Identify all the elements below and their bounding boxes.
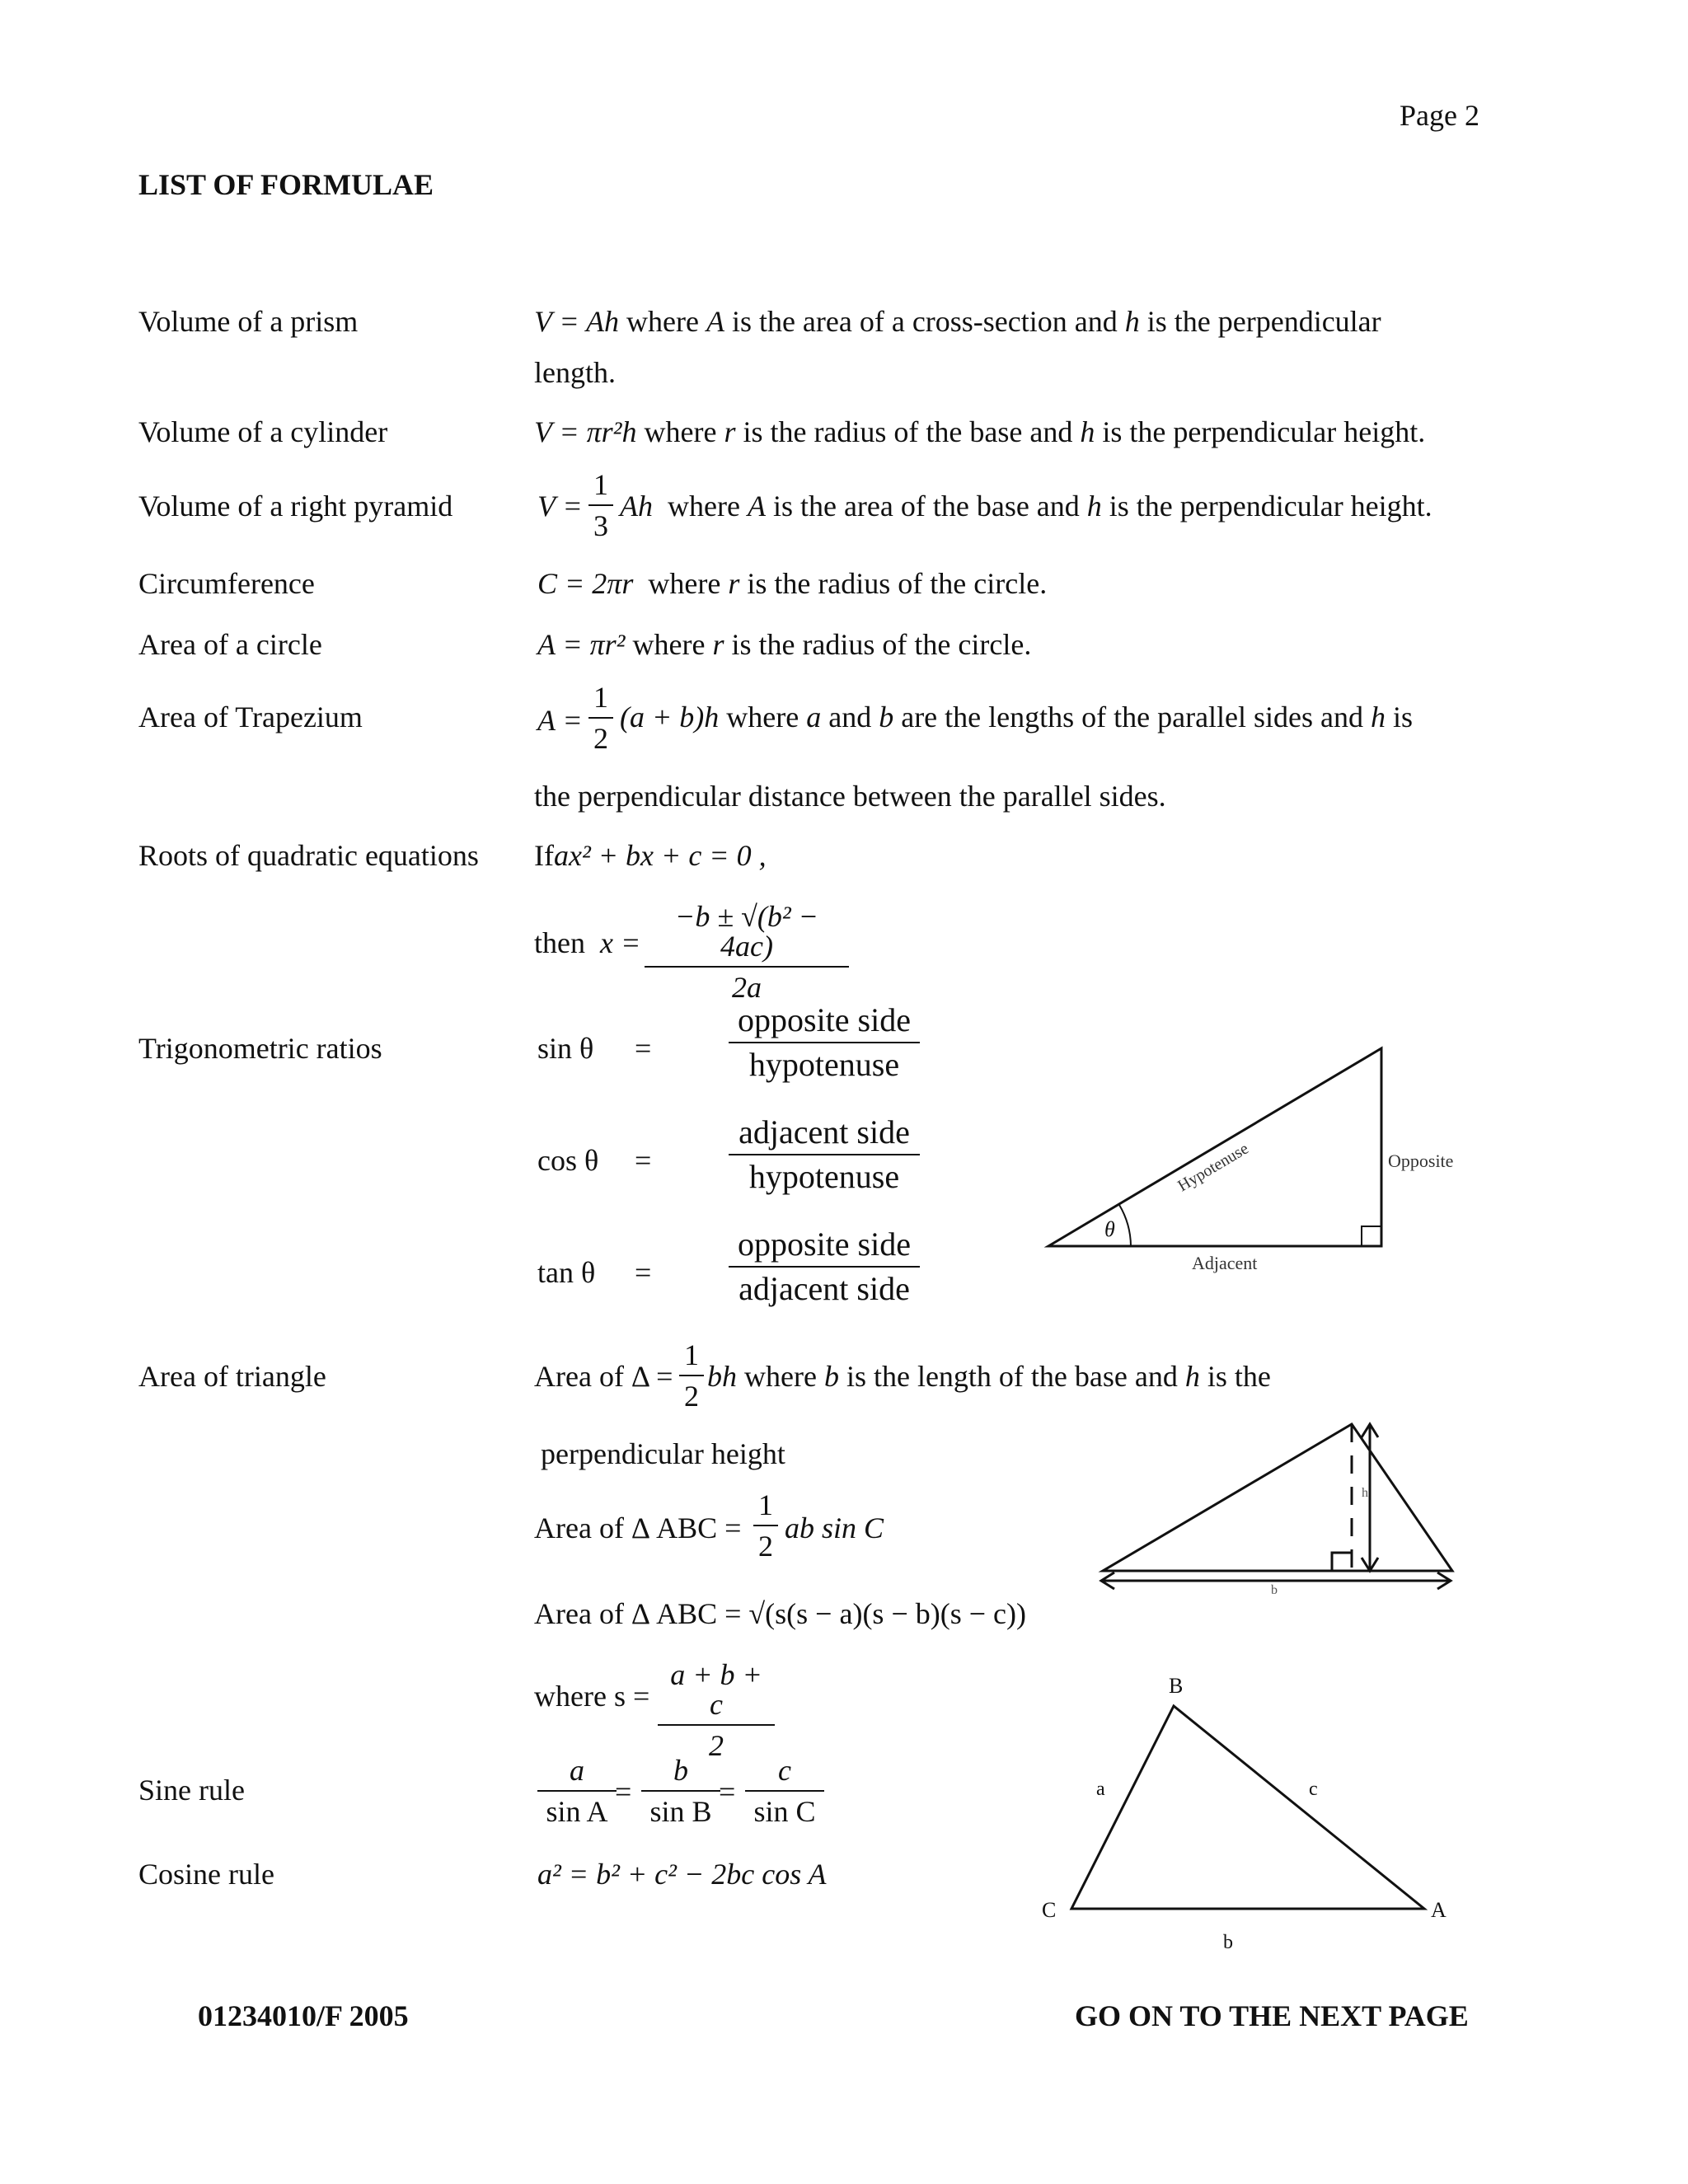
footer-next-page: GO ON TO THE NEXT PAGE: [1075, 1999, 1469, 2032]
opposite-label: Opposite: [1388, 1151, 1454, 1171]
pyramid-lhs: V =: [537, 490, 583, 523]
triangle-where-s: where s =: [534, 1680, 650, 1713]
quadratic-then-line: [534, 928, 640, 958]
trig-tan-eq: =: [635, 1256, 652, 1289]
obtuse-triangle-outline: [1103, 1424, 1452, 1571]
right-triangle-outline: [1048, 1048, 1381, 1246]
circle-area-var1: r: [712, 628, 724, 661]
triangle-s-fraction: [658, 1660, 775, 1760]
trapezium-numerator: 1: [593, 681, 608, 714]
circle-area-text1: where: [632, 628, 706, 661]
trig-cos-denominator: hypotenuse: [748, 1158, 900, 1195]
pyramid-text1: where: [668, 490, 740, 523]
quadratic-if-line: [534, 841, 767, 870]
pyramid-denominator: 3: [593, 509, 608, 542]
sine-rule-fraction-a: [537, 1755, 617, 1826]
side-a-label: a: [1096, 1779, 1105, 1800]
trig-sin-numerator: opposite side: [738, 1001, 911, 1038]
sine-rule-den-b: sin B: [649, 1795, 712, 1828]
triangle-heron: Area of Δ ABC = √(s(s − a)(s − b)(s − c)): [534, 1597, 1026, 1630]
cylinder-formula: V = πr²h: [534, 415, 637, 448]
trig-sin-eq: =: [635, 1032, 652, 1065]
trig-sin-fraction: [729, 1001, 920, 1083]
trapezium-rhs: (a + b)h: [620, 701, 720, 733]
side-c-label: c: [1309, 1779, 1318, 1800]
trapezium-text-line: [620, 702, 1413, 732]
pyramid-text3: is the perpendicular height.: [1109, 490, 1432, 523]
height-arrow-top: [1362, 1424, 1378, 1437]
triangle-fraction2: [753, 1490, 778, 1561]
sine-rule-eq1: =: [615, 1775, 632, 1808]
base-arrow-right: [1437, 1572, 1451, 1589]
cylinder-text1: where: [644, 415, 717, 448]
pyramid-var2: h: [1086, 490, 1102, 523]
circumference-label: Circumference: [138, 567, 315, 600]
triangle-text3: is the: [1207, 1360, 1271, 1393]
sine-rule-fraction-c: [745, 1755, 824, 1826]
prism-text3: is the perpendicular: [1146, 305, 1381, 338]
triangle-text2: is the length of the base and: [846, 1360, 1178, 1393]
trig-sin-denominator: hypotenuse: [748, 1046, 900, 1083]
quadratic-equation: ax² + bx + c = 0 ,: [553, 839, 767, 872]
triangle-numerator2: 1: [758, 1488, 773, 1521]
vertex-c-label: C: [1042, 1898, 1057, 1922]
quadratic-if: If: [534, 839, 554, 872]
cylinder-text3: is the perpendicular height.: [1102, 415, 1426, 448]
circumference-text1: where: [648, 567, 721, 600]
prism-formula-line: [534, 307, 1381, 336]
trig-label: Trigonometric ratios: [138, 1032, 382, 1065]
pyramid-text2: is the area of the base and: [772, 490, 1080, 523]
theta-label: θ: [1104, 1217, 1115, 1241]
circumference-text2: is the radius of the circle.: [747, 567, 1048, 600]
quadratic-label: Roots of quadratic equations: [138, 839, 479, 872]
quadratic-lhs: x =: [599, 926, 641, 959]
abc-triangle-outline: [1071, 1706, 1424, 1909]
circle-area-label: Area of a circle: [138, 628, 322, 661]
trapezium-text1: where: [726, 701, 799, 733]
trig-cos-numerator: adjacent side: [738, 1113, 910, 1151]
trig-cos-eq: =: [635, 1144, 652, 1177]
height-label: h: [1362, 1486, 1368, 1500]
pyramid-var1: A: [747, 490, 766, 523]
circle-area-formula: A = πr²: [537, 628, 626, 661]
page-number: Page 2: [1400, 99, 1479, 132]
trapezium-denominator: 2: [593, 722, 608, 755]
footer-code: 01234010/F 2005: [198, 1999, 409, 2032]
base-label: b: [1271, 1583, 1278, 1597]
triangle-text1: where: [744, 1360, 817, 1393]
sine-rule-num-c: c: [778, 1754, 791, 1787]
trapezium-var1: a: [806, 701, 822, 733]
circumference-var1: r: [728, 567, 740, 600]
prism-text2: is the area of a cross-section and: [731, 305, 1118, 338]
sine-rule-den-a: sin A: [546, 1795, 608, 1828]
sine-rule-fraction-b: [641, 1755, 720, 1826]
vertex-a-label: A: [1431, 1898, 1447, 1922]
prism-var1: A: [706, 305, 724, 338]
triangle-denominator2: 2: [758, 1530, 773, 1563]
pyramid-rhs: Ah: [620, 490, 653, 523]
circumference-line: [537, 569, 1047, 598]
trig-tan-lhs: tan θ: [537, 1256, 596, 1289]
trapezium-var2: b: [879, 701, 894, 733]
cylinder-formula-line: [534, 417, 1425, 447]
pyramid-text-line: [620, 491, 1432, 521]
trapezium-var3: h: [1371, 701, 1386, 733]
triangle-denominator1: 2: [684, 1380, 699, 1413]
prism-var2: h: [1124, 305, 1140, 338]
trig-cos-lhs: cos θ: [537, 1144, 599, 1177]
triangle-s-numerator: a + b + c: [670, 1658, 762, 1721]
triangle-fraction1: [679, 1340, 704, 1411]
triangle-lhs2: Area of Δ ABC =: [534, 1511, 742, 1544]
pyramid-label: Volume of a right pyramid: [138, 490, 453, 523]
triangle-var1: b: [823, 1360, 839, 1393]
cylinder-text2: is the radius of the base and: [743, 415, 1073, 448]
pyramid-numerator: 1: [593, 468, 608, 501]
cylinder-var1: r: [724, 415, 736, 448]
angle-arc: [1119, 1205, 1131, 1246]
trig-tan-fraction: [729, 1228, 920, 1305]
triangle-rhs1: bh: [707, 1360, 737, 1393]
triangle-var2: h: [1184, 1360, 1200, 1393]
sine-rule-num-b: b: [673, 1754, 688, 1787]
prism-label: Volume of a prism: [138, 305, 359, 338]
cylinder-label: Volume of a cylinder: [138, 415, 388, 448]
trig-tan-denominator: adjacent side: [738, 1270, 910, 1307]
quadratic-numerator: −b ± √(b² − 4ac): [675, 900, 818, 963]
height-arrow-bottom: [1362, 1558, 1378, 1571]
triangle-line2: perpendicular height: [541, 1437, 785, 1470]
triangle-lhs1: Area of Δ =: [534, 1360, 673, 1393]
quadratic-then: then: [534, 926, 585, 959]
circumference-formula: C = 2πr: [537, 567, 634, 600]
sine-rule-eq2: =: [719, 1775, 736, 1808]
trapezium-line2: the perpendicular distance between the parallel sides.: [534, 780, 1166, 813]
trig-cos-fraction: [729, 1113, 920, 1195]
trapezium-lhs: A =: [537, 704, 583, 737]
triangle-label: Area of triangle: [138, 1360, 326, 1393]
prism-text1: where: [626, 305, 699, 338]
triangle-text-line: [707, 1361, 1271, 1391]
trapezium-text2: and: [828, 701, 872, 733]
adjacent-label: Adjacent: [1192, 1253, 1258, 1273]
trig-sin-lhs: sin θ: [537, 1032, 594, 1065]
cosine-rule-label: Cosine rule: [138, 1858, 274, 1891]
trapezium-text4: is: [1393, 701, 1414, 733]
right-angle-mark: [1362, 1226, 1381, 1246]
hypotenuse-label: Hypotenuse: [1175, 1139, 1252, 1196]
sine-rule-num-a: a: [570, 1754, 584, 1787]
vertex-b-label: B: [1169, 1674, 1184, 1698]
quadratic-fraction: [645, 902, 849, 1002]
sine-rule-label: Sine rule: [138, 1774, 245, 1807]
cosine-rule-formula: a² = b² + c² − 2bc cos A: [537, 1858, 827, 1891]
triangle-s-denominator: 2: [709, 1729, 724, 1762]
circle-area-text2: is the radius of the circle.: [731, 628, 1032, 661]
side-b-label: b: [1223, 1932, 1233, 1953]
pyramid-fraction: [588, 470, 613, 541]
triangle-numerator1: 1: [684, 1338, 699, 1371]
trapezium-label: Area of Trapezium: [138, 701, 363, 733]
height-right-angle: [1332, 1553, 1352, 1571]
quadratic-denominator: 2a: [732, 971, 762, 1004]
circle-area-line: [537, 630, 1031, 659]
base-arrow-left: [1101, 1572, 1114, 1589]
prism-line2: length.: [534, 356, 616, 389]
sine-rule-den-c: sin C: [753, 1795, 816, 1828]
triangle-rhs2: ab sin C: [785, 1511, 884, 1544]
trig-tan-numerator: opposite side: [738, 1226, 911, 1263]
cylinder-var2: h: [1080, 415, 1095, 448]
trapezium-fraction: [588, 682, 613, 753]
trapezium-text3: are the lengths of the parallel sides and: [901, 701, 1364, 733]
page-heading: LIST OF FORMULAE: [138, 168, 434, 201]
prism-formula: V = Ah: [534, 305, 619, 338]
